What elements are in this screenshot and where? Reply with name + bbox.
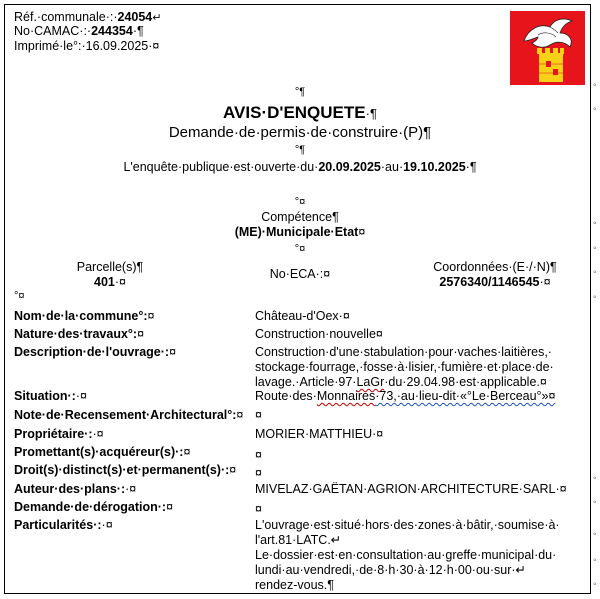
particularites-line-3: Le·dossier·est·en·consultation·au·greffe·municipal·du·: [255, 548, 557, 562]
spellcheck-word: LaGr: [356, 375, 385, 389]
field-label-recensement: Note·de·Recensement·Architectural°:¤: [14, 408, 244, 422]
particularites-line-2: l'art.81·LATC.↵: [255, 533, 342, 547]
parcelle-value: 401: [94, 275, 115, 289]
ref-label: Réf.·communale·:·: [14, 10, 118, 24]
field-label-nature: Nature·des·travaux°:¤: [14, 327, 145, 341]
camac-label: No·CAMAC·:·: [14, 24, 92, 38]
spellcheck-word: Monnaires: [316, 389, 376, 403]
competence-label: Compétence¶: [261, 210, 339, 224]
margin-marker: ◦: [593, 555, 597, 566]
field-label-auteur: Auteur·des·plans·:·¤: [14, 482, 137, 496]
grammar-check-text: ·73,·au·lieu-dit·«°Le·Berceau°»¤: [375, 389, 556, 403]
printed-label: Imprimé·le°:·: [14, 39, 86, 53]
period-mid: ·au·: [380, 160, 404, 174]
coord-label: Coordonnées·(E·/·N)¶: [433, 260, 557, 274]
margin-marker: ◦: [593, 80, 597, 91]
parcelle-line: 401·¤: [94, 275, 126, 289]
field-value-situation: Route·des·Monnaires·73,·au·lieu-dit·«°Le·Berceau°»¤: [255, 389, 556, 403]
period-prefix: L'enquête·publique·est·ouverte·du·: [123, 160, 319, 174]
ref-line: Réf.·communale·:·24054↵: [14, 10, 162, 24]
description-line-1: Construction·d'une·stabulation·pour·vaches·laitières,·: [255, 345, 552, 359]
margin-marker: ◦: [593, 497, 597, 508]
margin-marker: ◦: [593, 218, 597, 229]
field-value-promettant: ¤: [255, 448, 262, 462]
title-mid-mark: °¶: [294, 144, 306, 156]
field-label-droits: Droit(s)·distinct(s)·et·permanent(s)·:¤: [14, 463, 237, 477]
coord-value: 2576340/1146545: [439, 275, 540, 289]
page-title: AVIS·D'ENQUETE: [223, 103, 366, 122]
field-value-recensement: ¤: [255, 408, 262, 422]
field-label-derogation: Demande·de·dérogation·:¤: [14, 500, 174, 514]
eca-label: No·ECA·:: [269, 267, 324, 281]
ids-after-mark: °¤: [14, 290, 25, 302]
particularites-line-4: lundi·au·vendredi,·de·8·h·30·à·12·h·00·ou·sur·↵: [255, 563, 527, 577]
margin-marker: ◦: [593, 529, 597, 540]
inquiry-period: [0, 160, 600, 174]
margin-marker: ◦: [593, 292, 597, 303]
camac-line: No·CAMAC·:·244354·¶: [14, 24, 144, 38]
competence-value: (ME)·Municipale·Etat: [234, 225, 359, 239]
field-value-description: [255, 345, 575, 390]
field-value-proprietaire: MORIER·MATTHIEU·¤: [255, 427, 384, 441]
competence-top-mark: °¤: [294, 196, 306, 208]
field-label-promettant: Promettant(s)·acquéreur(s)·:¤: [14, 445, 191, 459]
description-line-2: stockage·fourrage,·fosse·à·lisier,·fumière·et·place·de·: [255, 360, 554, 374]
date-from: 20.09.2025: [318, 160, 381, 174]
commune-crest-logo: [510, 11, 585, 85]
margin-marker: ◦: [593, 243, 597, 254]
competence-bottom-mark: °¤: [294, 243, 306, 255]
margin-marker: ◦: [593, 579, 597, 590]
eca-line: No·ECA·:¤: [269, 267, 331, 281]
particularites-line-1: L'ouvrage·est·situé·hors·des·zones·à·bâtir,·soumise·à·: [255, 518, 560, 532]
ref-value: 24054: [117, 10, 153, 24]
field-label-situation: Situation·:·¤: [14, 389, 87, 403]
field-value-auteur: MIVELAZ·GAËTAN·AGRION·ARCHITECTURE·SARL·¤: [255, 482, 567, 496]
field-value-derogation: ¤: [255, 502, 262, 516]
particularites-line-5: rendez-vous.¶: [255, 578, 334, 592]
field-value-commune: Château-d'Oex·¤: [255, 309, 350, 323]
page-subtitle: Demande·de·permis·de·construire·(P)¶: [168, 124, 432, 141]
margin-marker: ◦: [593, 473, 597, 484]
camac-value: 244354: [91, 24, 133, 38]
period-end: ·¶: [465, 160, 477, 174]
field-label-proprietaire: Propriétaire·:·¤: [14, 427, 104, 441]
field-value-nature: Construction·nouvelle¤: [255, 327, 383, 341]
field-value-droits: ¤: [255, 466, 262, 480]
coord-line: 2576340/1146545·¤: [439, 275, 551, 289]
date-to: 19.10.2025: [403, 160, 466, 174]
title-line: AVIS·D'ENQUETE·¶: [223, 103, 377, 122]
description-line-3: lavage.·Article·97·LaGr·du·29.04.98·est·applicable.¤: [255, 375, 547, 389]
printed-line: Imprimé·le°:·16.09.2025·¤: [14, 39, 160, 53]
field-value-particularites: [255, 518, 575, 593]
margin-marker: ◦: [593, 104, 597, 115]
field-label-commune: Nom·de·la·commune°:¤: [14, 309, 155, 323]
title-pre-mark: °¶: [294, 86, 306, 98]
printed-value: 16.09.2025: [85, 39, 149, 53]
parcelle-label: Parcelle(s)¶: [76, 260, 144, 274]
competence-line: (ME)·Municipale·Etat¤: [234, 225, 366, 239]
field-label-description: Description·de·l'ouvrage·:¤: [14, 345, 177, 359]
margin-marker: ◦: [593, 267, 597, 278]
field-label-particularites: Particularités·:·¤: [14, 518, 113, 532]
